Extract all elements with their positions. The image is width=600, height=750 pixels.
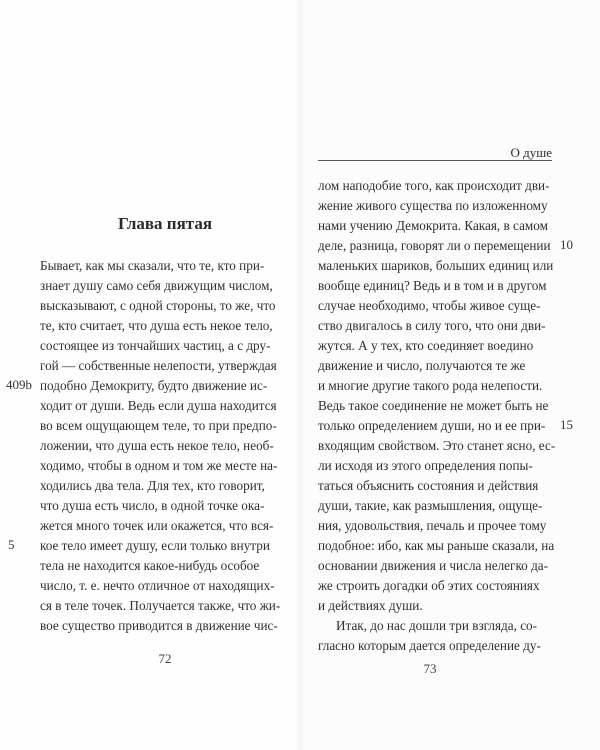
left-text-line: жется много точек или окажется, что вся- (40, 518, 274, 533)
left-text-line: число, т. е. нечто отличное от находящих- (40, 578, 275, 593)
running-head: О душе (510, 145, 552, 160)
right-text-line: случае необходимо, чтобы живое суще- (318, 298, 541, 313)
right-text-line: Итак, до нас дошли три взгляда, со- (336, 618, 538, 633)
right-text-line: ния, удовольствия, печаль и прочее тому (318, 518, 547, 533)
line-number-marker: 15 (560, 417, 573, 432)
right-text-line: вообще единиц? Ведь и в том и в другом (318, 278, 547, 293)
left-text-line: состоящее из тончайших частиц, а с дру- (40, 338, 271, 353)
left-text-line: высказывают, с одной стороны, то же, что (40, 298, 276, 313)
right-text-line: жутся. А у тех, кто соединяет воедино (318, 338, 534, 353)
left-text-line: подобно Демокриту, будто движение ис- (40, 378, 268, 393)
left-text-line: ходимо, чтобы в одном и том же месте на- (40, 458, 278, 473)
right-text-line: души, такие, как размышления, ощуще- (318, 498, 543, 513)
right-text-line: подобное: ибо, как мы раньше сказали, на (318, 538, 555, 553)
right-text-line: жение живого существа по изложенному (318, 198, 548, 213)
right-text-line: только определением души, но и ее при- (318, 418, 546, 433)
right-text-line: и многие другие такого рода нелепости. (318, 378, 543, 393)
right-text-line: входящим свойством. Это станет ясно, ес- (318, 438, 556, 453)
left-text-line: что душа есть число, в одной точке ока- (40, 498, 265, 513)
left-text-line: гой — собственные нелепости, утверждая (40, 358, 277, 373)
left-text-line: Бывает, как мы сказали, что те, кто при- (40, 258, 265, 273)
left-text-line: во всем ощущающем теле, то при предпо- (40, 418, 277, 433)
left-text-line: ходит от души. Ведь если душа находится (40, 398, 277, 413)
right-text-line: основании движения и числа нелегко да- (318, 558, 549, 573)
left-text-line: кое тело имеет душу, если только внутри (40, 538, 270, 553)
line-number-marker: 10 (560, 237, 573, 252)
right-text-line: ство двигалось в силу того, что они дви- (318, 318, 546, 333)
left-text-line: ложении, что душа есть некое тело, необ- (40, 438, 274, 453)
left-text-line: знает душу само себя движущим числом, (40, 278, 273, 293)
right-text-line: нами учению Демокрита. Какая, в самом (318, 218, 548, 233)
right-text-line: же строить догадки об этих состояниях (318, 578, 540, 593)
left-text-line: тела не находится какое-нибудь особое (40, 558, 260, 573)
page-number-left: 72 (158, 651, 172, 666)
left-text-line: ся в теле точек. Получается также, что жи- (40, 598, 281, 613)
right-text-line: маленьких шариков, больших единиц или (318, 258, 554, 273)
right-text-line: ли исходя из этого определения попы- (318, 458, 533, 473)
left-text-line: ходились два тела. Для тех, кто говорит, (40, 478, 265, 493)
right-text-line: и действиях души. (318, 598, 423, 613)
right-text-line: Ведь такое соединение не может быть не (318, 398, 549, 413)
book-gutter (296, 0, 304, 750)
right-text-line: движение и число, получаются те же (318, 358, 526, 373)
chapter-title: Глава пятая (117, 214, 213, 233)
right-text-line: таться объяснить состояния и действия (318, 478, 539, 493)
left-text-line: вое существо приводится в движение чис- (40, 618, 278, 633)
right-text-line: гласно которым дается определение ду- (318, 638, 541, 653)
right-text-line: лом наподобие того, как происходит дви- (318, 178, 550, 193)
line-number-marker: 5 (8, 537, 15, 552)
left-text-line: те, кто считает, что душа есть некое тело, (40, 318, 273, 333)
right-text-line: деле, разница, говорят ли о перемещении (318, 238, 551, 253)
bekker-margin-number: 409b (6, 377, 32, 392)
page-number-right: 73 (423, 661, 437, 676)
